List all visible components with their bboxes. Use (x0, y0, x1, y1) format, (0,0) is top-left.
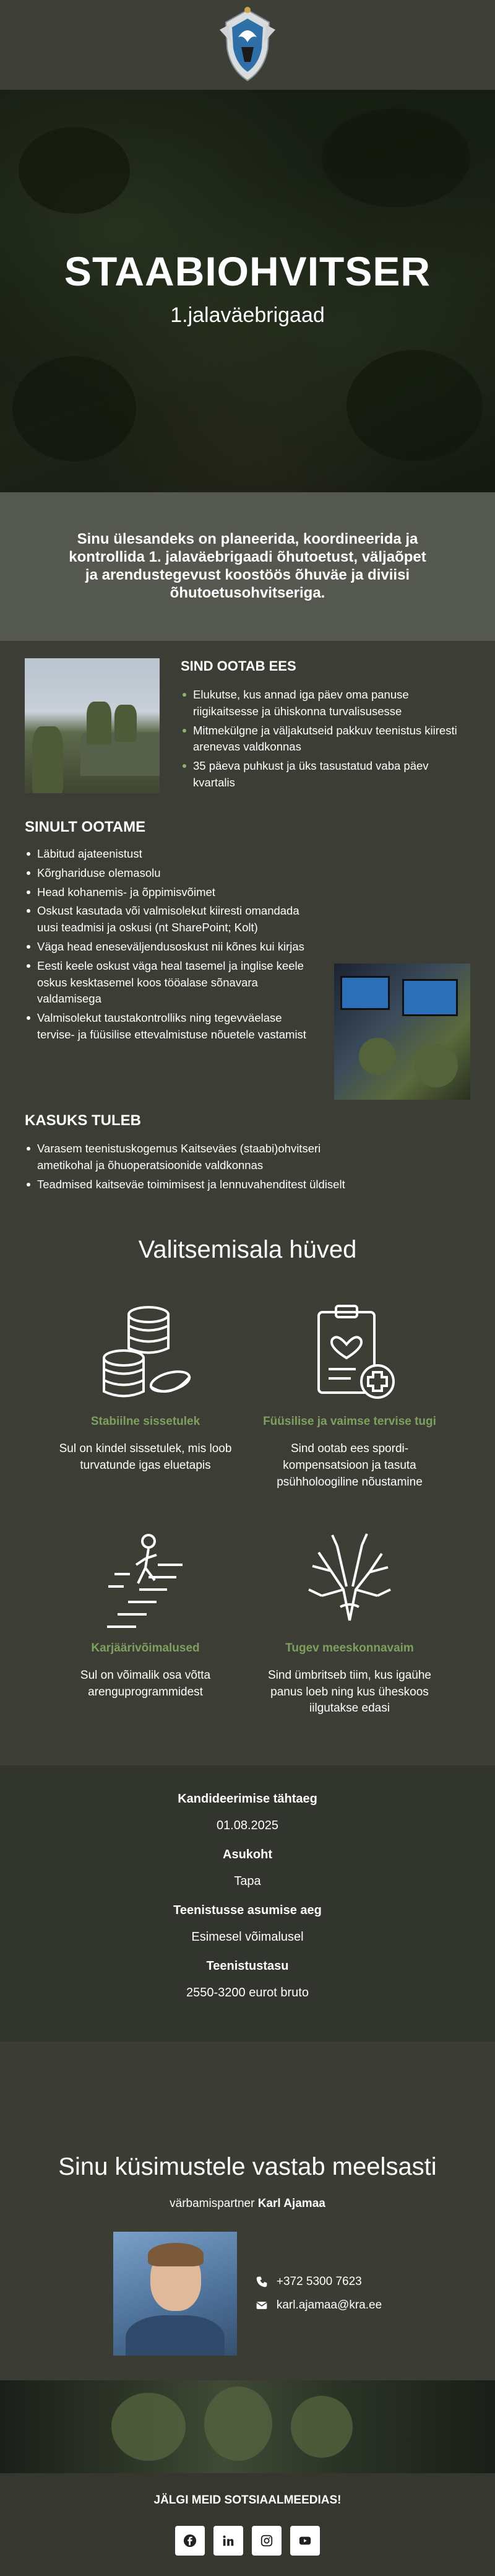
list-item: Väga head eneseväljendusoskust nii kõnes kui kirjas (25, 939, 316, 955)
linkedin-icon (222, 2534, 235, 2548)
list-item: Mitmekülgne ja väljakutseid pakkuv teenistus kiiresti arenevas valdkonnas (181, 723, 470, 756)
benefits-title: KASUKS TULEB (25, 1112, 142, 1129)
perk-card (43, 1528, 248, 1717)
perks-title: Valitsemisala hüved (138, 1236, 357, 1264)
email-icon (256, 2299, 268, 2312)
list-item: Valmisolekut taustakontrolliks ning tegevväelase tervise- ja füüsilise ettevalmistuse nõuetele vastamist (25, 1010, 316, 1043)
awaits-section (0, 641, 495, 794)
salary-label: Teenistustasu (206, 1959, 289, 1973)
top-bar (0, 0, 495, 90)
perk-card (248, 1301, 452, 1490)
deadline-value: 01.08.2025 (216, 1818, 279, 1832)
instagram-button[interactable] (252, 2526, 282, 2556)
awaits-title: SIND OOTAB EES (181, 658, 296, 674)
contact-portrait (113, 2232, 237, 2356)
coins-icon (90, 1301, 201, 1406)
hero-banner (0, 90, 495, 492)
contact-info (256, 2265, 382, 2322)
expect-section (0, 794, 495, 1100)
social-section (0, 2473, 495, 2576)
perk-text: Sind ootab ees spordi-kompensatsioon ja tasuta psühholoogiline nõustamine (277, 1442, 423, 1489)
health-clipboard-icon (294, 1301, 405, 1406)
benefits-list (25, 1141, 346, 1193)
contact-role: värbamispartner (170, 2196, 255, 2210)
soldiers-photo (25, 658, 160, 793)
list-item: 35 päeva puhkust ja üks tasustatud vaba päev kvartalis (181, 758, 470, 791)
perks-grid (0, 1264, 495, 1717)
page-title: STAABIOHVITSER (64, 248, 431, 294)
perk-title: Füüsilise ja vaimse tervise tugi (263, 1415, 436, 1429)
list-item: Kõrghariduse olemasolu (25, 865, 316, 882)
location-label: Asukoht (223, 1847, 272, 1861)
mission-section (0, 492, 495, 641)
social-title: JÄLGI MEID SOTSIAALMEEDIAS! (153, 2493, 342, 2507)
job-facts-section (0, 1765, 495, 2042)
location-value: Tapa (234, 1874, 261, 1888)
contact-person (0, 2197, 495, 2211)
awaits-list (181, 687, 470, 791)
brigade-crest-icon (213, 5, 282, 85)
instagram-icon (260, 2534, 273, 2548)
expect-title: SINULT OOTAME (25, 818, 146, 835)
perk-title: Karjäärivõimalused (91, 1642, 200, 1655)
linkedin-button[interactable] (213, 2526, 243, 2556)
perk-title: Tugev meeskonnavaim (285, 1642, 414, 1655)
list-item: Teadmised kaitseväe toimimisest ja lennuvahenditest üldiselt (25, 1177, 346, 1193)
phone-icon (256, 2276, 268, 2288)
benefits-section (0, 1100, 495, 1193)
perk-title: Stabiilne sissetulek (90, 1415, 200, 1429)
youtube-button[interactable] (290, 2526, 320, 2556)
perk-text: Sul on kindel sissetulek, mis loob turvatunde igas eluetapis (59, 1442, 232, 1472)
team-hands-icon (294, 1528, 405, 1633)
perk-text: Sind ümbritseb tiim, kus igaühe panus loeb ning kus üheskoos iilgutakse edasi (267, 1669, 431, 1715)
contact-title: Sinu küsimustele vastab meelsasti (58, 2152, 437, 2180)
phone-number[interactable]: +372 5300 7623 (276, 2274, 362, 2288)
start-label: Teenistusse asumise aeg (173, 1903, 322, 1917)
perk-card (248, 1528, 452, 1717)
list-item: Eesti keele oskust väga heal tasemel ja inglise keele oskus kesktasemel koos tööalase sõnavara valdamisega (25, 958, 316, 1007)
career-stairs-icon (90, 1528, 201, 1633)
facebook-icon (183, 2534, 197, 2548)
list-item: Oskust kasutada või valmisolekut kiiresti omandada uusi teadmisi ja oskusi (nt SharePoint; Kolt) (25, 903, 316, 936)
facebook-button[interactable] (175, 2526, 205, 2556)
social-icons (175, 2526, 320, 2556)
perk-card (43, 1301, 248, 1490)
page-subtitle: 1.jalaväebrigaad (170, 303, 325, 327)
list-item: Elukutse, kus annad iga päev oma panuse riigikaitsesse ja ühiskonna turvalisusesse (181, 687, 470, 720)
deadline-label: Kandideerimise tähtaeg (178, 1791, 317, 1806)
salary-value: 2550-3200 eurot bruto (186, 1985, 309, 1999)
phone-row[interactable] (256, 2275, 382, 2289)
soldiers-banner-photo (0, 2380, 495, 2473)
list-item: Varasem teenistuskogemus Kaitseväes (staabi)ohvitseri ametikohal ja õhuoperatsioonide valdkonnas (25, 1141, 346, 1174)
email-address[interactable]: karl.ajamaa@kra.ee (276, 2298, 382, 2312)
email-row[interactable] (256, 2299, 382, 2312)
youtube-icon (298, 2534, 312, 2548)
expect-list (25, 846, 316, 1100)
list-item: Läbitud ajateenistust (25, 846, 316, 863)
contact-section (0, 2042, 495, 2380)
operations-room-photo (334, 964, 470, 1100)
contact-name: Karl Ajamaa (257, 2196, 325, 2210)
perk-text: Sul on võimalik osa võtta arenguprogrammidest (80, 1669, 211, 1699)
mission-text: Sinu ülesandeks on planeerida, koordineerida ja kontrollida 1. jalaväebrigaadi õhutoetust, väljaõpet ja arendustegevust koostöös õhuväe ja diviisi õhutoetusohvitseriga. (69, 531, 426, 601)
list-item: Head kohanemis- ja õppimisvõimet (25, 884, 316, 901)
start-value: Esimesel võimalusel (191, 1930, 304, 1944)
